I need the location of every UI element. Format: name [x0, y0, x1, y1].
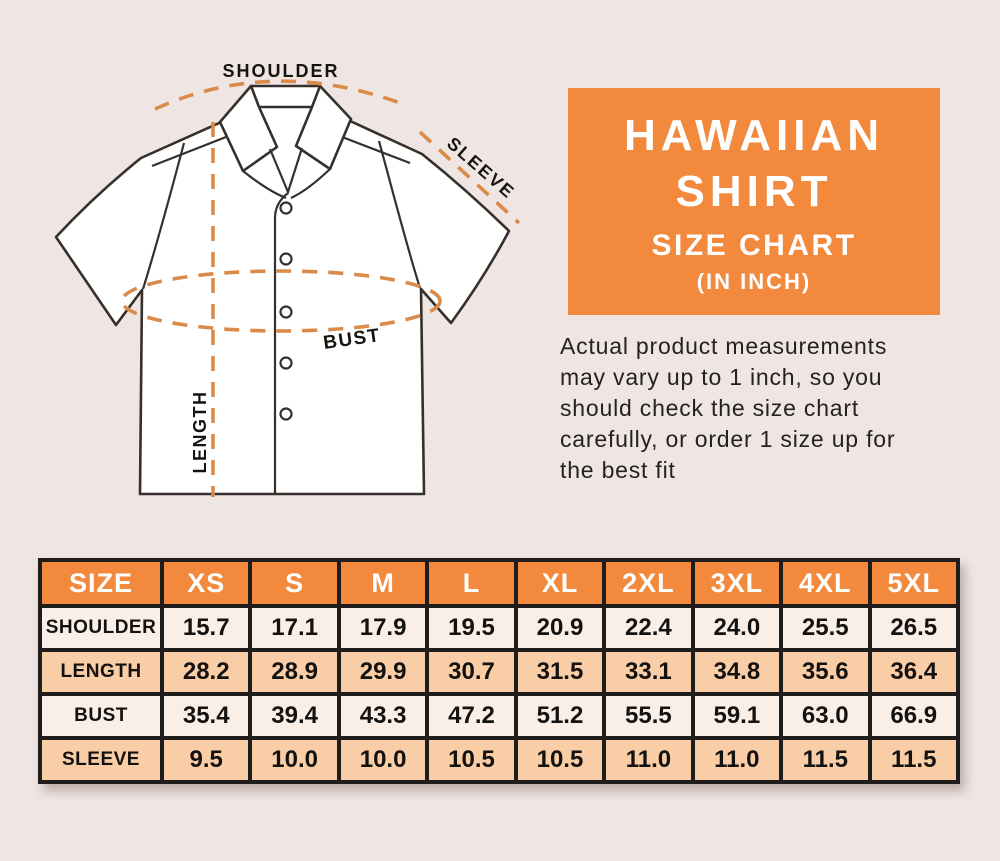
table-cell: 30.7 — [427, 650, 515, 694]
table-cell: 11.5 — [870, 738, 959, 782]
table-cell: 10.5 — [427, 738, 515, 782]
table-cell: 10.0 — [339, 738, 427, 782]
table-header-cell: 3XL — [693, 560, 781, 606]
table-cell: 33.1 — [604, 650, 692, 694]
table-header-cell: SIZE — [40, 560, 162, 606]
table-cell: 17.9 — [339, 606, 427, 650]
title-box — [568, 88, 940, 315]
table-cell: 24.0 — [693, 606, 781, 650]
table-cell: 26.5 — [870, 606, 959, 650]
table-cell: 9.5 — [162, 738, 250, 782]
table-cell: 10.0 — [250, 738, 338, 782]
title-subtitle: SIZE CHART — [651, 228, 857, 262]
table-cell: 17.1 — [250, 606, 338, 650]
title-unit-note: (IN INCH) — [696, 268, 812, 294]
measurement-note: Actual product measurements may vary up to 1 inch, so you should check the size chart carefully, or order 1 size up for the best fit — [560, 333, 896, 483]
shoulder-label: SHOULDER — [222, 61, 340, 81]
table-header-cell: XS — [162, 560, 250, 606]
table-cell: 66.9 — [870, 694, 959, 738]
table-header-cell: S — [250, 560, 338, 606]
table-cell: 39.4 — [250, 694, 338, 738]
table-row — [40, 738, 958, 782]
bust-label: BUST — [322, 325, 383, 354]
table-cell: 47.2 — [427, 694, 515, 738]
table-row — [40, 694, 958, 738]
table-header-cell: 5XL — [870, 560, 959, 606]
table-row-label: SHOULDER — [40, 606, 162, 650]
table-cell: 28.2 — [162, 650, 250, 694]
table-cell: 35.6 — [781, 650, 869, 694]
table-cell: 31.5 — [516, 650, 604, 694]
table-cell: 55.5 — [604, 694, 692, 738]
table-cell: 63.0 — [781, 694, 869, 738]
table-cell: 11.0 — [693, 738, 781, 782]
table-cell: 11.5 — [781, 738, 869, 782]
table-row-label: SLEEVE — [40, 738, 162, 782]
shirt-outline-illustration — [56, 86, 509, 494]
table-cell: 29.9 — [339, 650, 427, 694]
table-header-cell: L — [427, 560, 515, 606]
table-cell: 15.7 — [162, 606, 250, 650]
table-cell: 51.2 — [516, 694, 604, 738]
table-cell: 43.3 — [339, 694, 427, 738]
table-cell: 59.1 — [693, 694, 781, 738]
title-line-2: SHIRT — [675, 166, 833, 216]
table-cell: 25.5 — [781, 606, 869, 650]
table-row-label: BUST — [40, 694, 162, 738]
size-table — [38, 558, 960, 784]
table-header-cell: XL — [516, 560, 604, 606]
table-row — [40, 650, 958, 694]
sleeve-label: SLEEVE — [443, 133, 519, 203]
title-line-1: HAWAIIAN — [624, 110, 884, 160]
table-cell: 19.5 — [427, 606, 515, 650]
table-header-cell: M — [339, 560, 427, 606]
table-row-label: LENGTH — [40, 650, 162, 694]
table-cell: 35.4 — [162, 694, 250, 738]
length-label: LENGTH — [190, 390, 210, 474]
shirt-measurement-diagram — [0, 0, 540, 555]
table-header-row — [40, 560, 958, 606]
table-row — [40, 606, 958, 650]
table-header-cell: 2XL — [604, 560, 692, 606]
table-cell: 10.5 — [516, 738, 604, 782]
table-cell: 11.0 — [604, 738, 692, 782]
table-cell: 20.9 — [516, 606, 604, 650]
table-header-cell: 4XL — [781, 560, 869, 606]
table-cell: 36.4 — [870, 650, 959, 694]
table-cell: 28.9 — [250, 650, 338, 694]
table-cell: 22.4 — [604, 606, 692, 650]
table-cell: 34.8 — [693, 650, 781, 694]
